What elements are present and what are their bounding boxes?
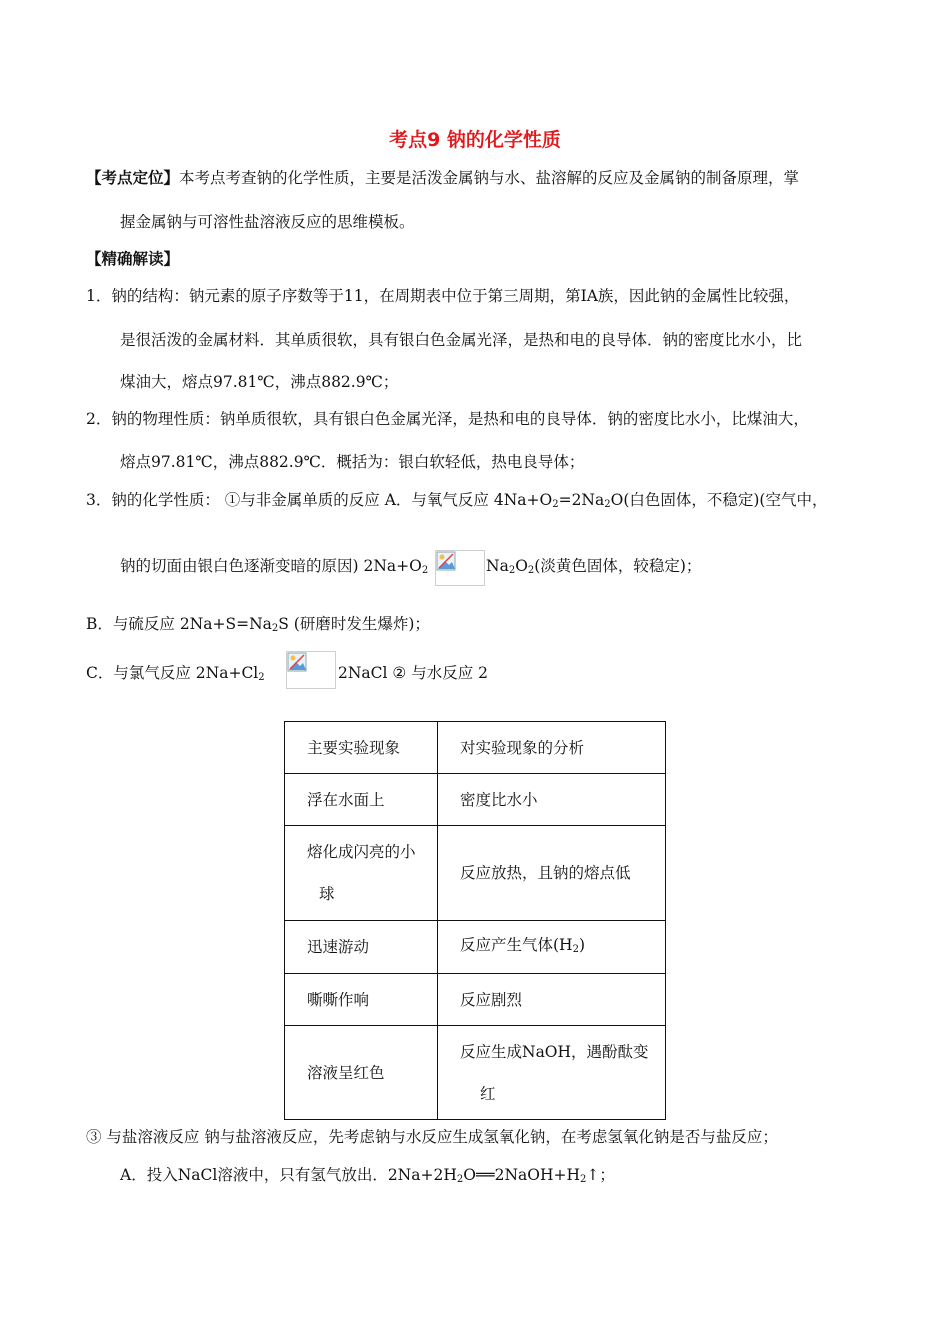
table-cell-text: 反应产生气体(H xyxy=(460,935,573,954)
item3-salt-lineA-sub2: 2 xyxy=(580,1174,587,1185)
table-cell-line: 反应生成NaOH，遇酚酞变 xyxy=(460,1042,649,1061)
table-header-row xyxy=(285,722,666,774)
page-title: 考点9 钠的化学性质 xyxy=(389,129,561,151)
broken-image-icon xyxy=(286,651,336,689)
item3-line2-left xyxy=(120,554,428,576)
item3-line1 xyxy=(86,488,827,510)
table-cell-text: ) xyxy=(578,935,586,954)
table-cell-line: 熔化成闪亮的小 xyxy=(307,843,416,861)
broken-image-icon xyxy=(435,550,485,586)
table-row xyxy=(285,921,666,974)
item3-salt-lineA-a: A．投入NaCl溶液中，只有氢气放出．2Na+2H xyxy=(120,1166,457,1184)
item3-salt-lineA-b: O══2NaOH+H xyxy=(463,1166,580,1184)
table-cell-line: 红 xyxy=(480,1084,496,1103)
table-cell-phenomenon: 浮在水面上 xyxy=(285,774,438,826)
item3-line2-d: (淡黄色固体，较稳定)； xyxy=(534,557,702,575)
item3-line2-sub2: 2 xyxy=(508,565,516,576)
table-cell-phenomenon: 嘶嘶作响 xyxy=(285,974,438,1026)
table-header-cell: 对实验现象的分析 xyxy=(438,722,666,774)
table-cell-analysis xyxy=(438,921,666,974)
item3-lineB-b: S (研磨时发生爆炸)； xyxy=(278,615,430,633)
item3-line1-c: O(白色固体，不稳定)(空气中， xyxy=(610,491,828,509)
item3-lineC-left xyxy=(86,661,265,683)
item1-line1: 1．钠的结构：钠元素的原子序数等于11，在周期表中位于第三周期，第ⅠA族，因此钠的金属性比较强， xyxy=(86,287,800,305)
table-row xyxy=(285,774,666,826)
item3-lineB-a: B．与硫反应 2Na+S=Na xyxy=(86,615,272,633)
table-row xyxy=(285,826,666,921)
table-cell-line: 球 xyxy=(319,885,335,903)
table-cell-phenomenon xyxy=(285,826,438,921)
item3-salt-line1: ③ 与盐溶液反应 钠与盐溶液反应，先考虑钠与水反应生成氢氧化钠，在考虑氢氧化钠是否与盐反应； xyxy=(86,1128,778,1146)
item3-line2-b: Na xyxy=(486,557,509,575)
item3-line1-sub2: 2 xyxy=(604,499,611,510)
item2-line2: 熔点97.81℃，沸点882.9℃．概括为：银白软轻低，热电良导体； xyxy=(120,453,585,471)
item3-salt-lineA-c: ↑； xyxy=(586,1166,615,1184)
item3-line1-sub1: 2 xyxy=(552,499,559,510)
table-cell-sub: 2 xyxy=(572,943,579,955)
item3-line2-right xyxy=(486,554,701,576)
item1-line3: 煤油大，熔点97.81℃，沸点882.9℃； xyxy=(120,373,399,391)
positioning-line1 xyxy=(86,166,799,188)
item3-line2-sub3: 2 xyxy=(527,565,535,576)
positioning-line2: 握金属钠与可溶性盐溶液反应的思维模板。 xyxy=(120,213,415,231)
item3-lineC-sub: 2 xyxy=(258,672,265,683)
item3-lineC-a: C．与氯气反应 2Na+Cl xyxy=(86,664,259,682)
item3-line2-a: 钠的切面由银白色逐渐变暗的原因) 2Na+O xyxy=(120,557,422,575)
table-row xyxy=(285,1026,666,1120)
item3-line1-a: 3．钠的化学性质： ①与非金属单质的反应 A．与氧气反应 4Na+O xyxy=(86,491,553,509)
positioning-text1: 本考点考查钠的化学性质，主要是活泼金属钠与水、盐溶解的反应及金属钠的制备原理，掌 xyxy=(179,169,800,187)
item3-line2-c: O xyxy=(515,557,528,575)
table-cell-analysis xyxy=(438,1026,666,1120)
item1-line2: 是很活泼的金属材料．其单质很软，具有银白色金属光泽，是热和电的良导体．钠的密度比水小，比 xyxy=(120,331,803,349)
experiment-table xyxy=(284,721,666,1120)
table-cell-analysis: 反应剧烈 xyxy=(438,974,666,1026)
table-cell-analysis: 密度比水小 xyxy=(438,774,666,826)
item3-salt-lineA-sub1: 2 xyxy=(456,1174,464,1185)
item3-line1-b: =2Na xyxy=(558,491,605,509)
item2-line1: 2．钠的物理性质：钠单质很软，具有银白色金属光泽，是热和电的良导体．钠的密度比水小，比煤油大， xyxy=(86,410,809,428)
table-cell-phenomenon: 溶液呈红色 xyxy=(285,1026,438,1120)
item3-lineB-sub: 2 xyxy=(271,623,279,634)
table-cell-analysis: 反应放热，且钠的熔点低 xyxy=(438,826,666,921)
item3-line2-sub1: 2 xyxy=(421,565,429,576)
item3-salt-lineA xyxy=(120,1163,615,1185)
table-cell-phenomenon: 迅速游动 xyxy=(285,921,438,974)
item3-lineC-right: 2NaCl ② 与水反应 2 xyxy=(338,664,489,682)
positioning-label: 【考点定位】 xyxy=(86,169,180,187)
table-row xyxy=(285,974,666,1026)
item3-lineB xyxy=(86,612,430,634)
table-header-cell: 主要实验现象 xyxy=(285,722,438,774)
reading-label: 【精确解读】 xyxy=(86,250,180,268)
